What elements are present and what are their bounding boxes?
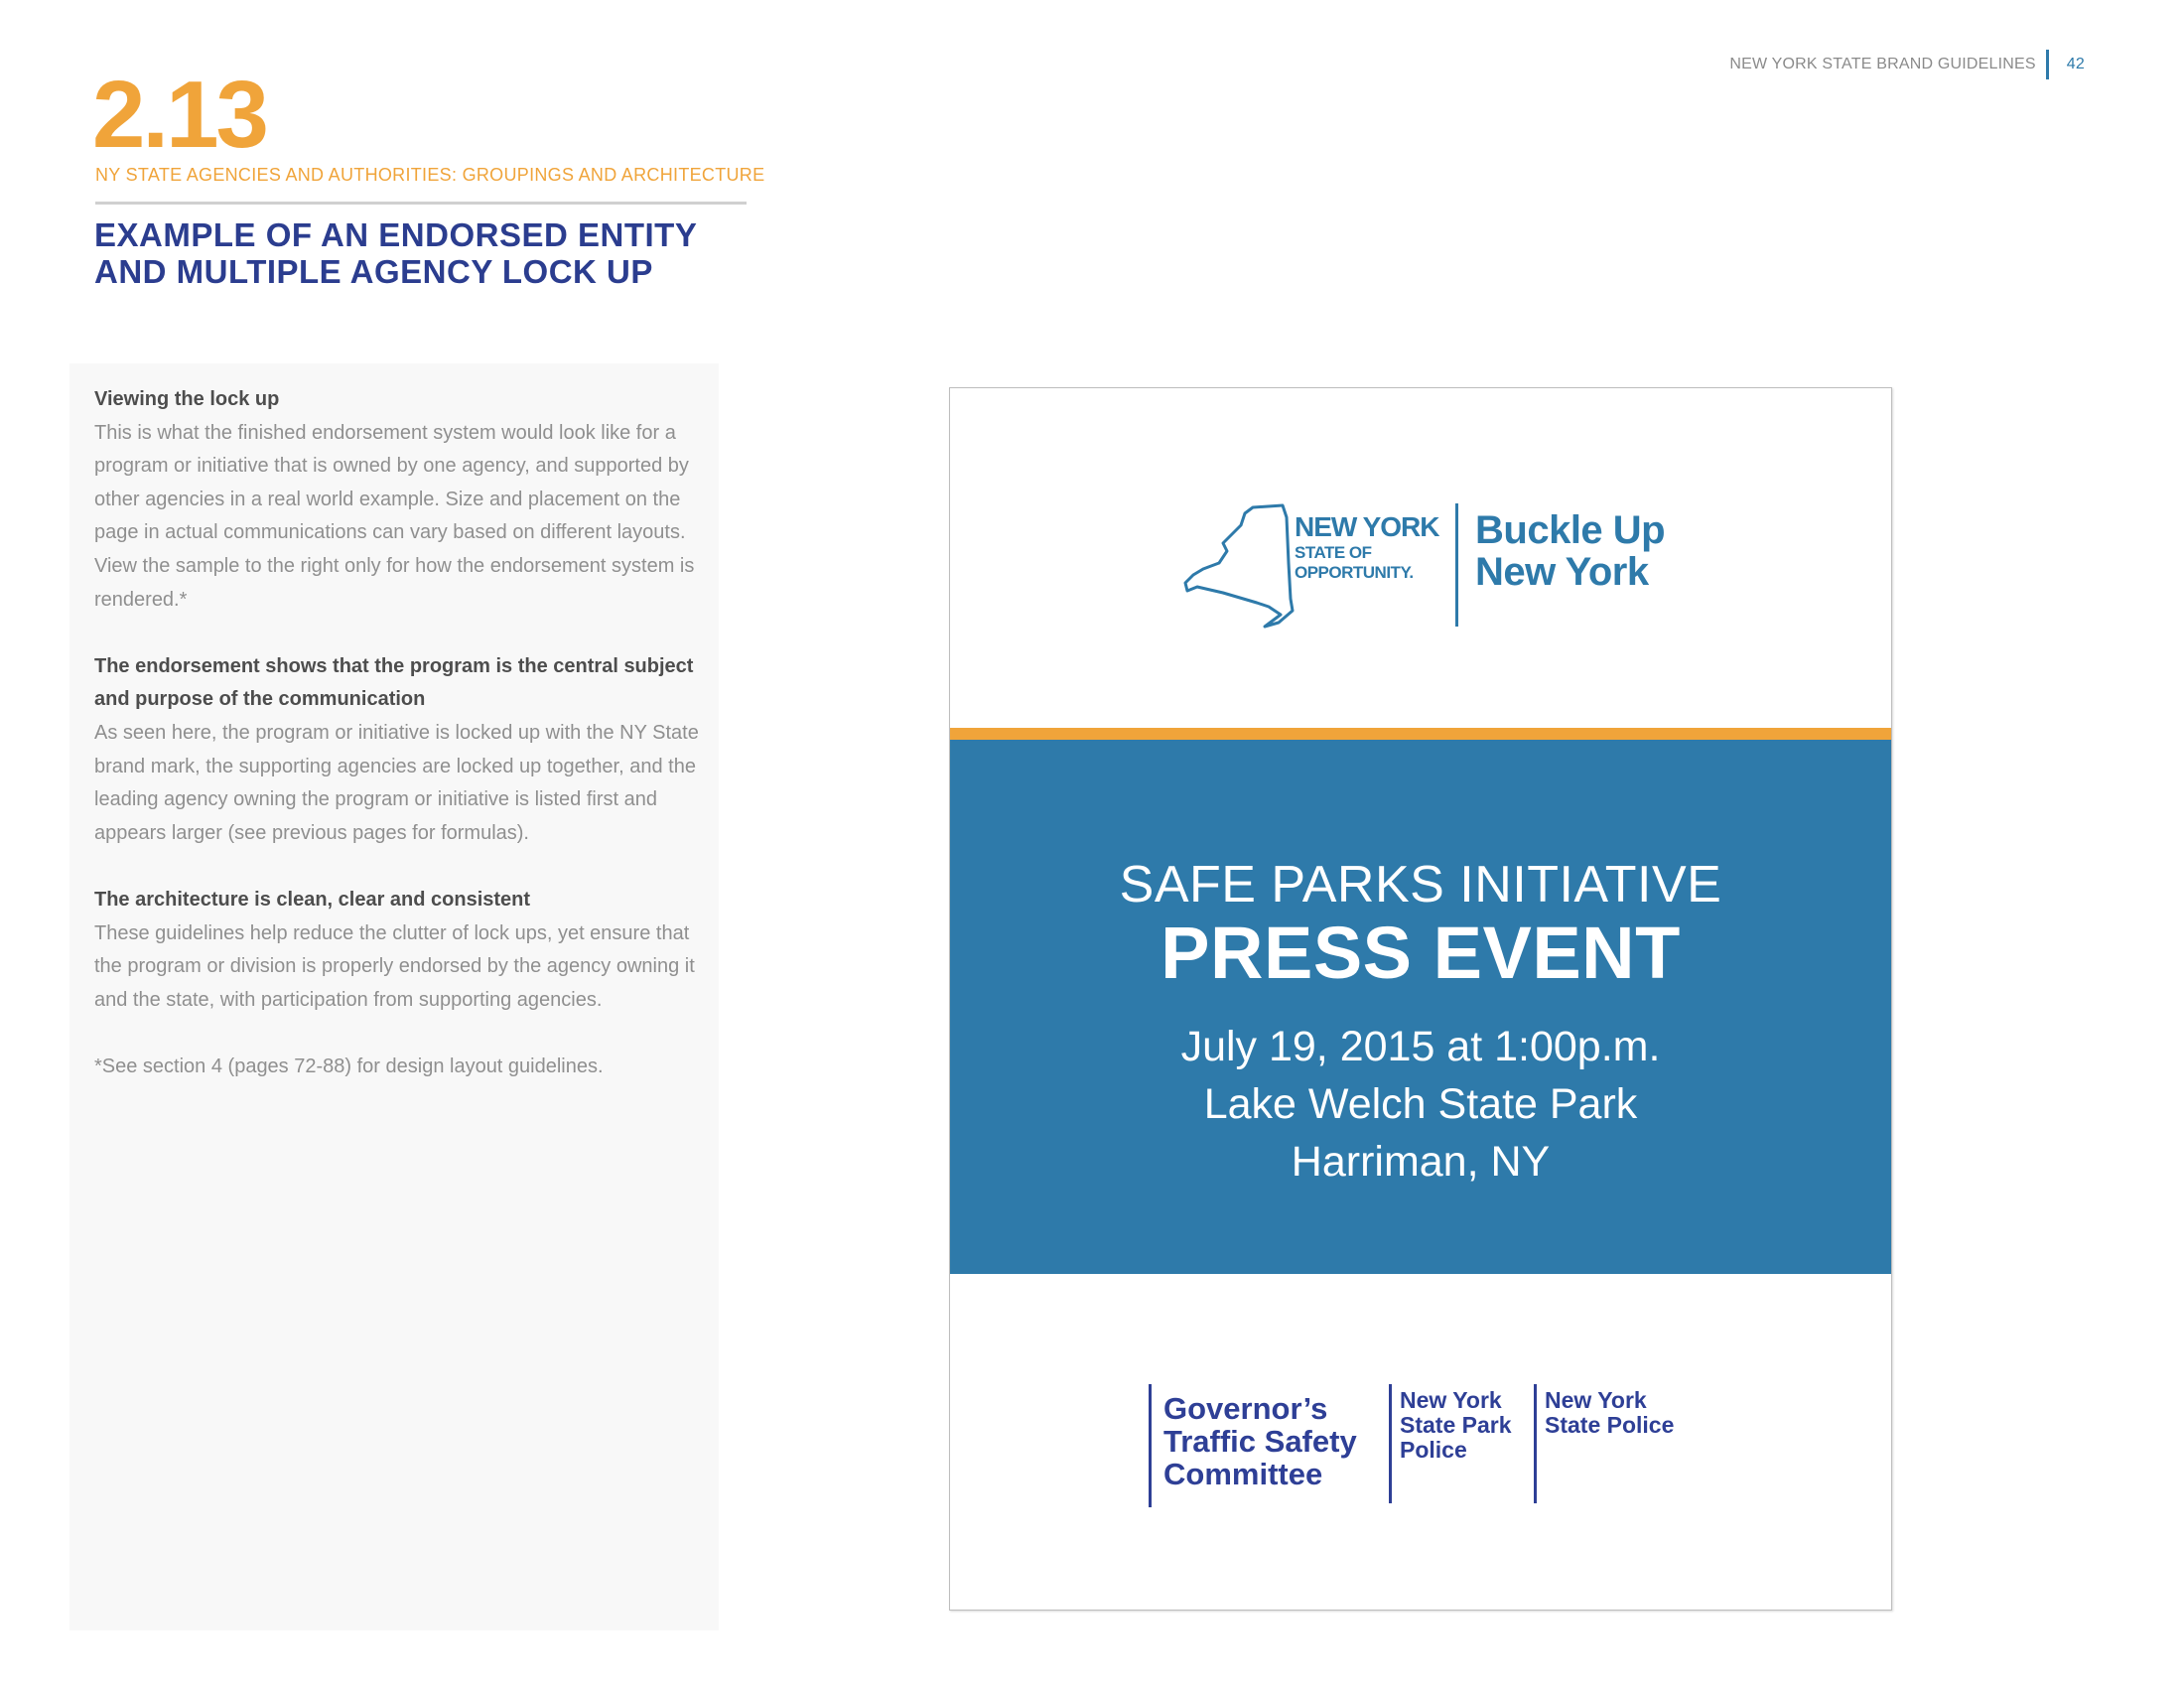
page-title: EXAMPLE OF AN ENDORSED ENTITY AND MULTIPLE AGENCY LOCK UP [94,216,697,290]
running-title: NEW YORK STATE BRAND GUIDELINES [1729,56,2036,72]
agency-line: New York [1545,1387,1647,1413]
agency-line: Police [1400,1437,1467,1463]
agency-line: New York [1400,1387,1502,1413]
agency-line: Committee [1163,1457,1323,1491]
event-band [950,740,1891,1274]
agency-line: Governor’s [1163,1391,1328,1426]
event-date: July 19, 2015 at 1:00p.m. [1180,1023,1661,1070]
event-title: PRESS EVENT [1160,912,1681,994]
block-text: These guidelines help reduce the clutter of lock ups, yet ensure that the program or division is properly endorsed by the agency owning it and the state, with participation from supporting agencies. [94,921,695,1011]
brand-mark-line: STATE OF [1295,543,1372,562]
body-copy [94,383,700,1117]
footnote: *See section 4 (pages 72-88) for design layout guidelines. [94,1055,604,1077]
event-details [950,1018,1891,1191]
brand-mark-text [1295,513,1439,581]
agency-line: State Park [1400,1412,1512,1438]
running-header [1729,50,2085,79]
program-name-line: New York [1475,550,1649,594]
supporting-agency [1389,1384,1529,1503]
lead-agency [1149,1384,1382,1507]
block-heading: The endorsement shows that the program is the central subject and purpose of the communication [94,654,694,711]
program-name-line: Buckle Up [1475,508,1666,552]
event-kicker: SAFE PARKS INITIATIVE [1119,856,1722,914]
sample-poster [949,387,1892,1611]
section-number: 2.13 [92,62,266,168]
agency-line: State Police [1545,1412,1675,1438]
brand-mark-line: NEW YORK [1295,511,1439,542]
program-name [1475,509,1674,593]
ny-state-outline-icon [1183,503,1295,629]
header-divider [2046,50,2049,79]
block-text: As seen here, the program or initiative is locked up with the NY State brand mark, the supporting agencies are locked up together, and the leading agency owning the program or initiative is listed first and appears larger (see previous pages for formulas). [94,721,699,844]
agency-line: Traffic Safety [1163,1424,1357,1459]
program-lockup [1183,503,1666,629]
event-city: Harriman, NY [1291,1138,1551,1186]
accent-stripe [950,728,1891,740]
block-heading: Viewing the lock up [94,388,280,410]
block-text: This is what the finished endorsement system would look like for a program or initiative that is owned by one agency, and supported by other agencies in a real world example. Size and placement on the page in actual communications can vary based on different layouts. View the sample to the right only for how the endorsement system is rendered.* [94,421,695,611]
block-heading: The architecture is clean, clear and consistent [94,888,531,911]
section-subtitle: NY STATE AGENCIES AND AUTHORITIES: GROUPINGS AND ARCHITECTURE [95,165,765,185]
section-rule [95,202,747,205]
lockup-divider [1455,503,1458,627]
event-location: Lake Welch State Park [1203,1080,1638,1128]
brand-mark-line: OPPORTUNITY. [1295,563,1414,582]
page-number: 42 [2066,56,2085,72]
supporting-agency [1534,1384,1694,1503]
